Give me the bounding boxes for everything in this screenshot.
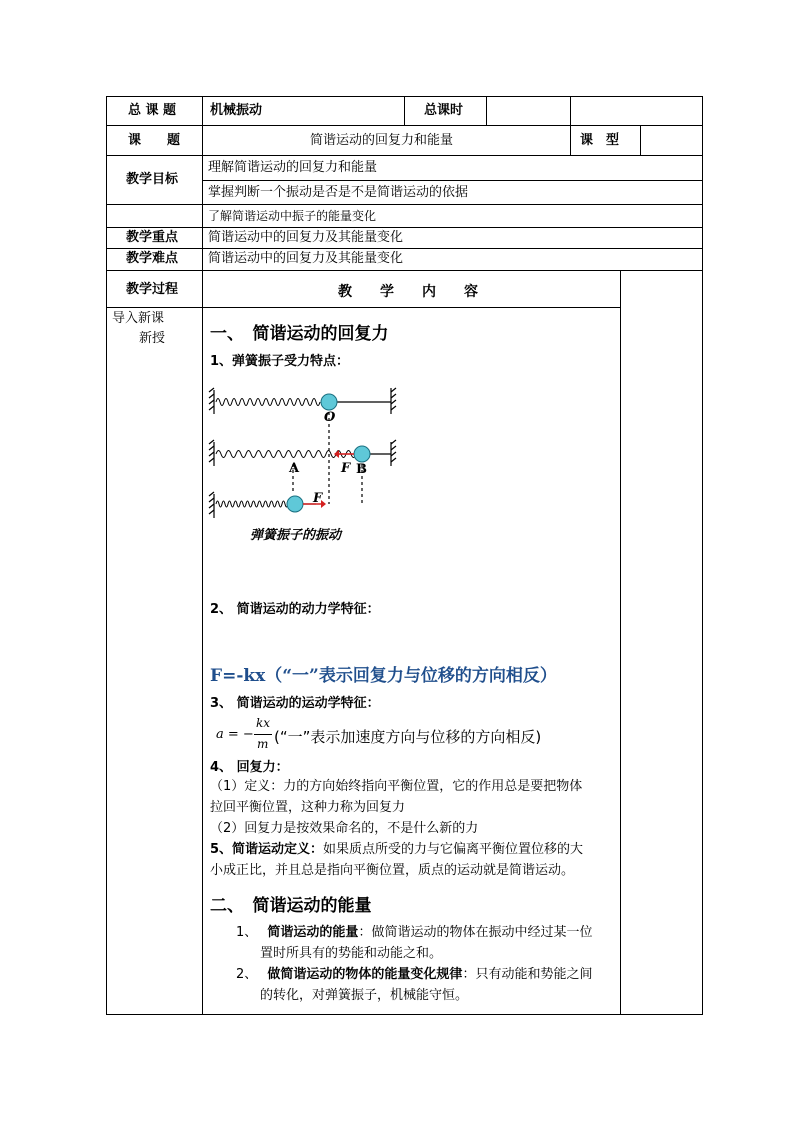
figure-label-a: A <box>289 461 300 476</box>
figure-caption: 弹簧振子的振动 <box>250 528 342 543</box>
objectives-label: 教学目标 <box>126 172 179 187</box>
energy-item1-title: 简谐运动的能量 <box>267 925 359 940</box>
section2-title: 二、 简谐运动的能量 <box>210 896 372 916</box>
content-header: 教 学 内 容 <box>338 284 478 300</box>
figure-label-b: B <box>356 462 367 477</box>
formula-f: F=-kx（“一”表示回复力与位移的方向相反） <box>210 666 557 686</box>
spring-oscillator-figure <box>208 382 408 548</box>
item5-line1 <box>210 839 583 861</box>
energy-item1-num: 1、 <box>236 925 258 940</box>
energy-item1-text: ：做简谐运动的物体在振动中经过某一位 <box>358 925 593 940</box>
key-point-label: 教学重点 <box>126 230 179 245</box>
energy-item2-line1 <box>236 964 592 986</box>
formula-a-note: (“一”表示加速度方向与位移的方向相反) <box>274 728 542 746</box>
objective-item-1: 理解简谐运动的回复力和能量 <box>208 160 378 175</box>
energy-item2-num: 2、 <box>236 967 258 982</box>
definition-2: （2）回复力是按效果命名的，不是什么新的力 <box>210 821 479 836</box>
energy-item1-line1 <box>236 922 592 944</box>
item5-title: 5、简谐运动定义： <box>210 842 324 857</box>
formula-a-fraction-bar <box>254 734 272 735</box>
figure-label-o: O <box>324 410 336 425</box>
energy-item1-line2: 置时所具有的势能和动能之和。 <box>260 946 443 961</box>
item5-line2: 小成正比，并且总是指向平衡位置，质点的运动就是简谐运动。 <box>210 863 575 878</box>
difficulty-label: 教学难点 <box>126 251 179 266</box>
objective-item-2: 掌握判断一个振动是否是不是简谐运动的依据 <box>208 185 469 200</box>
energy-item2-text: ：只有动能和势能之间 <box>462 967 593 982</box>
lesson-label: 课 题 <box>128 133 181 148</box>
total-hours-label: 总课时 <box>424 103 464 118</box>
section1-item3: 3、 简谐运动的运动学特征： <box>210 696 380 711</box>
section1-title: 一、 简谐运动的回复力 <box>210 324 389 344</box>
objective-item-3: 了解简谐运动中振子的能量变化 <box>208 209 377 223</box>
section1-item4: 4、 回复力： <box>210 760 289 775</box>
figure-label-f2: F <box>313 491 323 506</box>
item5-text: 如果质点所受的力与它偏离平衡位置位移的大 <box>323 842 584 857</box>
figure-label-f1: F <box>341 461 351 476</box>
side-note-new: 新授 <box>139 331 166 346</box>
formula-a-lhs: a = − <box>216 727 254 742</box>
definition-1-line2: 拉回平衡位置，这种力称为回复力 <box>210 800 406 815</box>
energy-item2-title: 做简谐运动的物体的能量变化规律 <box>267 967 463 982</box>
energy-item2-line2: 的转化，对弹簧振子，机械能守恒。 <box>260 988 469 1003</box>
lesson-type-label: 课 型 <box>580 133 620 148</box>
total-topic-label: 总 课 题 <box>128 103 177 118</box>
process-label: 教学过程 <box>126 282 179 297</box>
key-point-value: 简谐运动中的回复力及其能量变化 <box>208 230 404 245</box>
total-topic-value: 机械振动 <box>210 103 263 118</box>
formula-a-denominator: m <box>257 737 269 751</box>
lesson-value: 简谐运动的回复力和能量 <box>310 133 454 148</box>
formula-a-numerator: kx <box>256 716 271 730</box>
definition-1-line1: （1）定义：力的方向始终指向平衡位置，它的作用总是要把物体 <box>210 779 583 794</box>
section1-item1: 1、弹簧振子受力特点： <box>210 354 350 369</box>
side-note-intro: 导入新课 <box>112 311 165 326</box>
difficulty-value: 简谐运动中的回复力及其能量变化 <box>208 251 404 266</box>
section1-item2: 2、 简谐运动的动力学特征： <box>210 602 380 617</box>
